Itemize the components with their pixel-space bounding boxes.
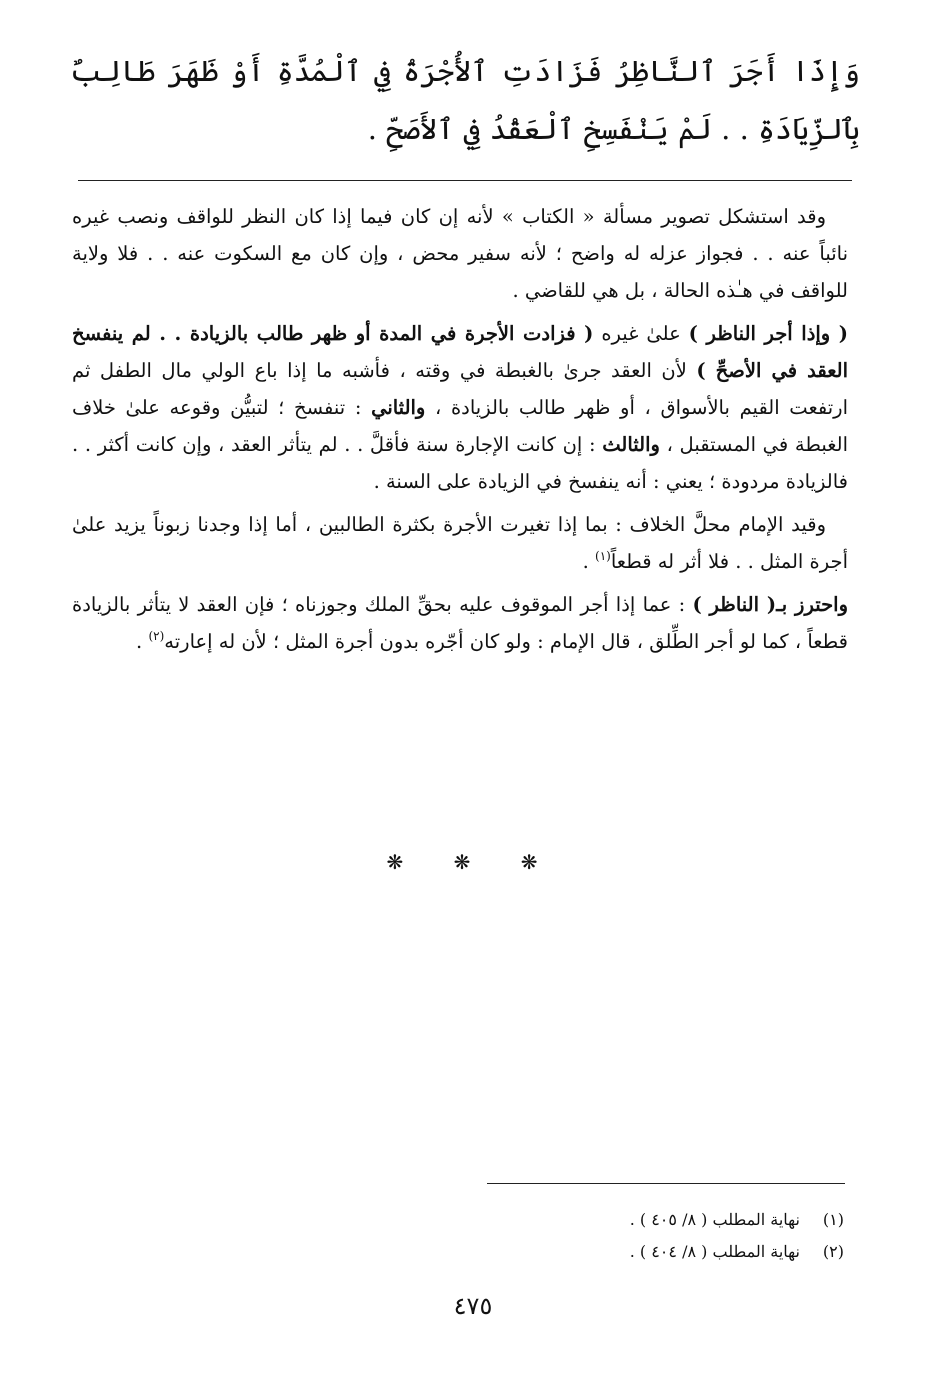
commentary-text: : إن كانت الإجارة سنة فأقلَّ . . لم يتأثر العقد ، وإن كانت أكثر . . فالزيادة مردودة ؛ يعني : أنه ينفسخ في الزيادة على السنة . xyxy=(72,433,848,493)
commentary-paragraph-3: وقيد الإمام محلَّ الخلاف : بما إذا تغيرت الأجرة بكثرة الطالبين ، أما إذا وجدنا زبوناً يزيد علىٰ أجرة المثل . . فلا أثر له قطعاً$^{(١)}$ . xyxy=(72,513,848,573)
footnote-divider xyxy=(487,1183,845,1184)
footnote-item xyxy=(480,1204,844,1236)
quoted-matn: واحترز بـ( الناظر ) xyxy=(692,593,848,616)
commentary-text: لأن العقد جرىٰ بالغبطة في وقته ، فأشبه ما إذا باع الولي مال الطفل ثم ارتفعت القيم بالأسواق ، أو ظهر طالب بالزيادة ، xyxy=(72,359,848,419)
footnote-number: (١) xyxy=(822,1210,844,1229)
footnote-number: (٢) xyxy=(822,1242,844,1261)
page-number: ٤٧٥ xyxy=(453,1292,493,1320)
commentary-text: : عما إذا أجر الموقوف عليه بحقِّ الملك وجوزناه ؛ فإن العقد لا يتأثر بالزيادة قطعاً ، كما لو أجر الطِّلق ، قال الإمام : ولو كان أجّره بدون أجرة المثل ؛ لأن له إعارته xyxy=(72,593,848,653)
commentary-text: وقيد الإمام محلَّ الخلاف : بما إذا تغيرت الأجرة بكثرة الطالبين ، أما إذا وجدنا زبوناً يزيد علىٰ أجرة المثل . . فلا أثر له قطعاً xyxy=(72,513,848,573)
commentary-text: : تنفسخ ؛ لتبيُّن وقوعه علىٰ خلاف الغبطة في المستقبل ، xyxy=(72,396,848,456)
quoted-matn: ( فزادت الأجرة في المدة أو ظهر طالب بالزيادة . . لم ينفسخ العقد في الأصحِّ ) xyxy=(72,322,848,382)
commentary-paragraph-2 xyxy=(72,315,848,500)
commentary xyxy=(72,198,848,666)
footnote-item xyxy=(480,1236,844,1268)
footnote-text: نهاية المطلب ( ٨/ ٤٠٥ ) . xyxy=(629,1210,800,1229)
footnote-ref-2[interactable]: (٢) xyxy=(148,629,165,643)
commentary-text: علىٰ غيره xyxy=(593,322,689,345)
commentary-text: وقد استشكل تصوير مسألة « الكتاب » لأنه إن كان فيما إذا كان النظر للواقف ونصب غيره نائباً عنه . . فجواز عزله له واضح ؛ لأنه سفير محض ، وإن كان مع السكوت عنه . . فلا ولاية للواقف في هـٰذه الحالة ، بل هي للقاضي . xyxy=(72,205,848,302)
commentary-paragraph-1 xyxy=(72,198,848,309)
opinion-label: والثالث xyxy=(602,433,660,456)
main-divider xyxy=(78,180,852,181)
commentary-paragraph-4: واحترز بـ( الناظر ) : عما إذا أجر الموقوف عليه بحقِّ الملك وجوزناه ؛ فإن العقد لا يتأثر بالزيادة قطعاً ، كما لو أجر الطِّلق ، قال الإمام : ولو كان أجّره بدون أجرة المثل ؛ لأن له إعارته$^{(٢)}$ . xyxy=(72,593,848,653)
footnotes xyxy=(480,1204,844,1268)
main-text: وَإِذَا أَجَرَ ٱلنَّاظِرُ فَزَادَتِ ٱلأُجْرَةُ فِي ٱلْمُدَّةِ أَوْ ظَهَرَ طَالِبٌ بِٱلزِّيَادَةِ . . لَمْ يَنْفَسِخِ ٱلْعَقْدُ فِي ٱلأَصَحِّ . xyxy=(70,54,860,146)
quoted-matn: ( وإذا أجر الناظر ) xyxy=(688,322,848,345)
section-separator-icon: ❋ ❋ ❋ xyxy=(386,850,560,874)
footnote-ref-1[interactable]: (١) xyxy=(595,549,611,563)
footnote-text: نهاية المطلب ( ٨/ ٤٠٤ ) . xyxy=(629,1242,800,1261)
opinion-label: والثاني xyxy=(371,396,426,419)
